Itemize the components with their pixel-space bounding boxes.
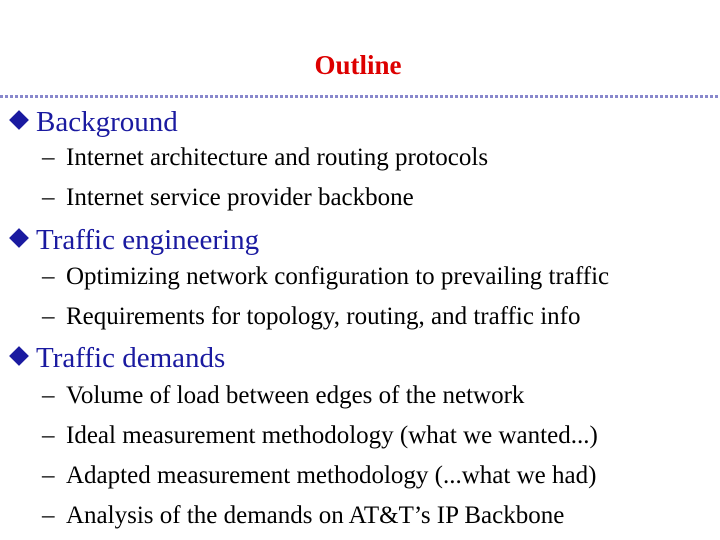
dash-marker: – [42,303,55,330]
list-item-text: Adapted measurement methodology (...what we had) [66,462,597,489]
dash-marker: – [42,263,55,290]
list-item-text: Internet service provider backbone [66,184,414,211]
title-divider [0,95,720,98]
slide-title: Outline [314,50,402,80]
list-item [42,145,488,170]
dash-marker: – [42,184,55,211]
list-item-text: Analysis of the demands on AT&T’s IP Backbone [66,502,565,529]
list-item [42,423,598,448]
dash-marker: – [42,462,55,489]
diamond-bullet-icon [9,110,29,130]
section-heading-background [9,108,178,137]
list-item [42,185,414,210]
list-item [42,264,609,289]
section-heading-traffic-engineering [9,226,259,255]
diamond-bullet-icon [9,228,29,248]
list-item [42,304,580,329]
section-heading-label: Background [36,106,178,138]
list-item-text: Ideal measurement methodology (what we wanted...) [66,422,598,449]
list-item [42,383,524,408]
list-item-text: Optimizing network configuration to prevailing traffic [66,263,610,290]
list-item-text: Requirements for topology, routing, and traffic info [66,303,581,330]
section-heading-traffic-demands [9,344,225,373]
dash-marker: – [42,502,55,529]
dash-marker: – [42,382,55,409]
diamond-bullet-icon [9,346,29,366]
dash-marker: – [42,422,55,449]
section-heading-label: Traffic engineering [36,224,260,256]
list-item [42,503,564,528]
section-heading-label: Traffic demands [36,342,226,374]
list-item-text: Internet architecture and routing protocols [66,144,489,171]
list-item-text: Volume of load between edges of the network [66,382,525,409]
dash-marker: – [42,144,55,171]
list-item [42,463,596,488]
